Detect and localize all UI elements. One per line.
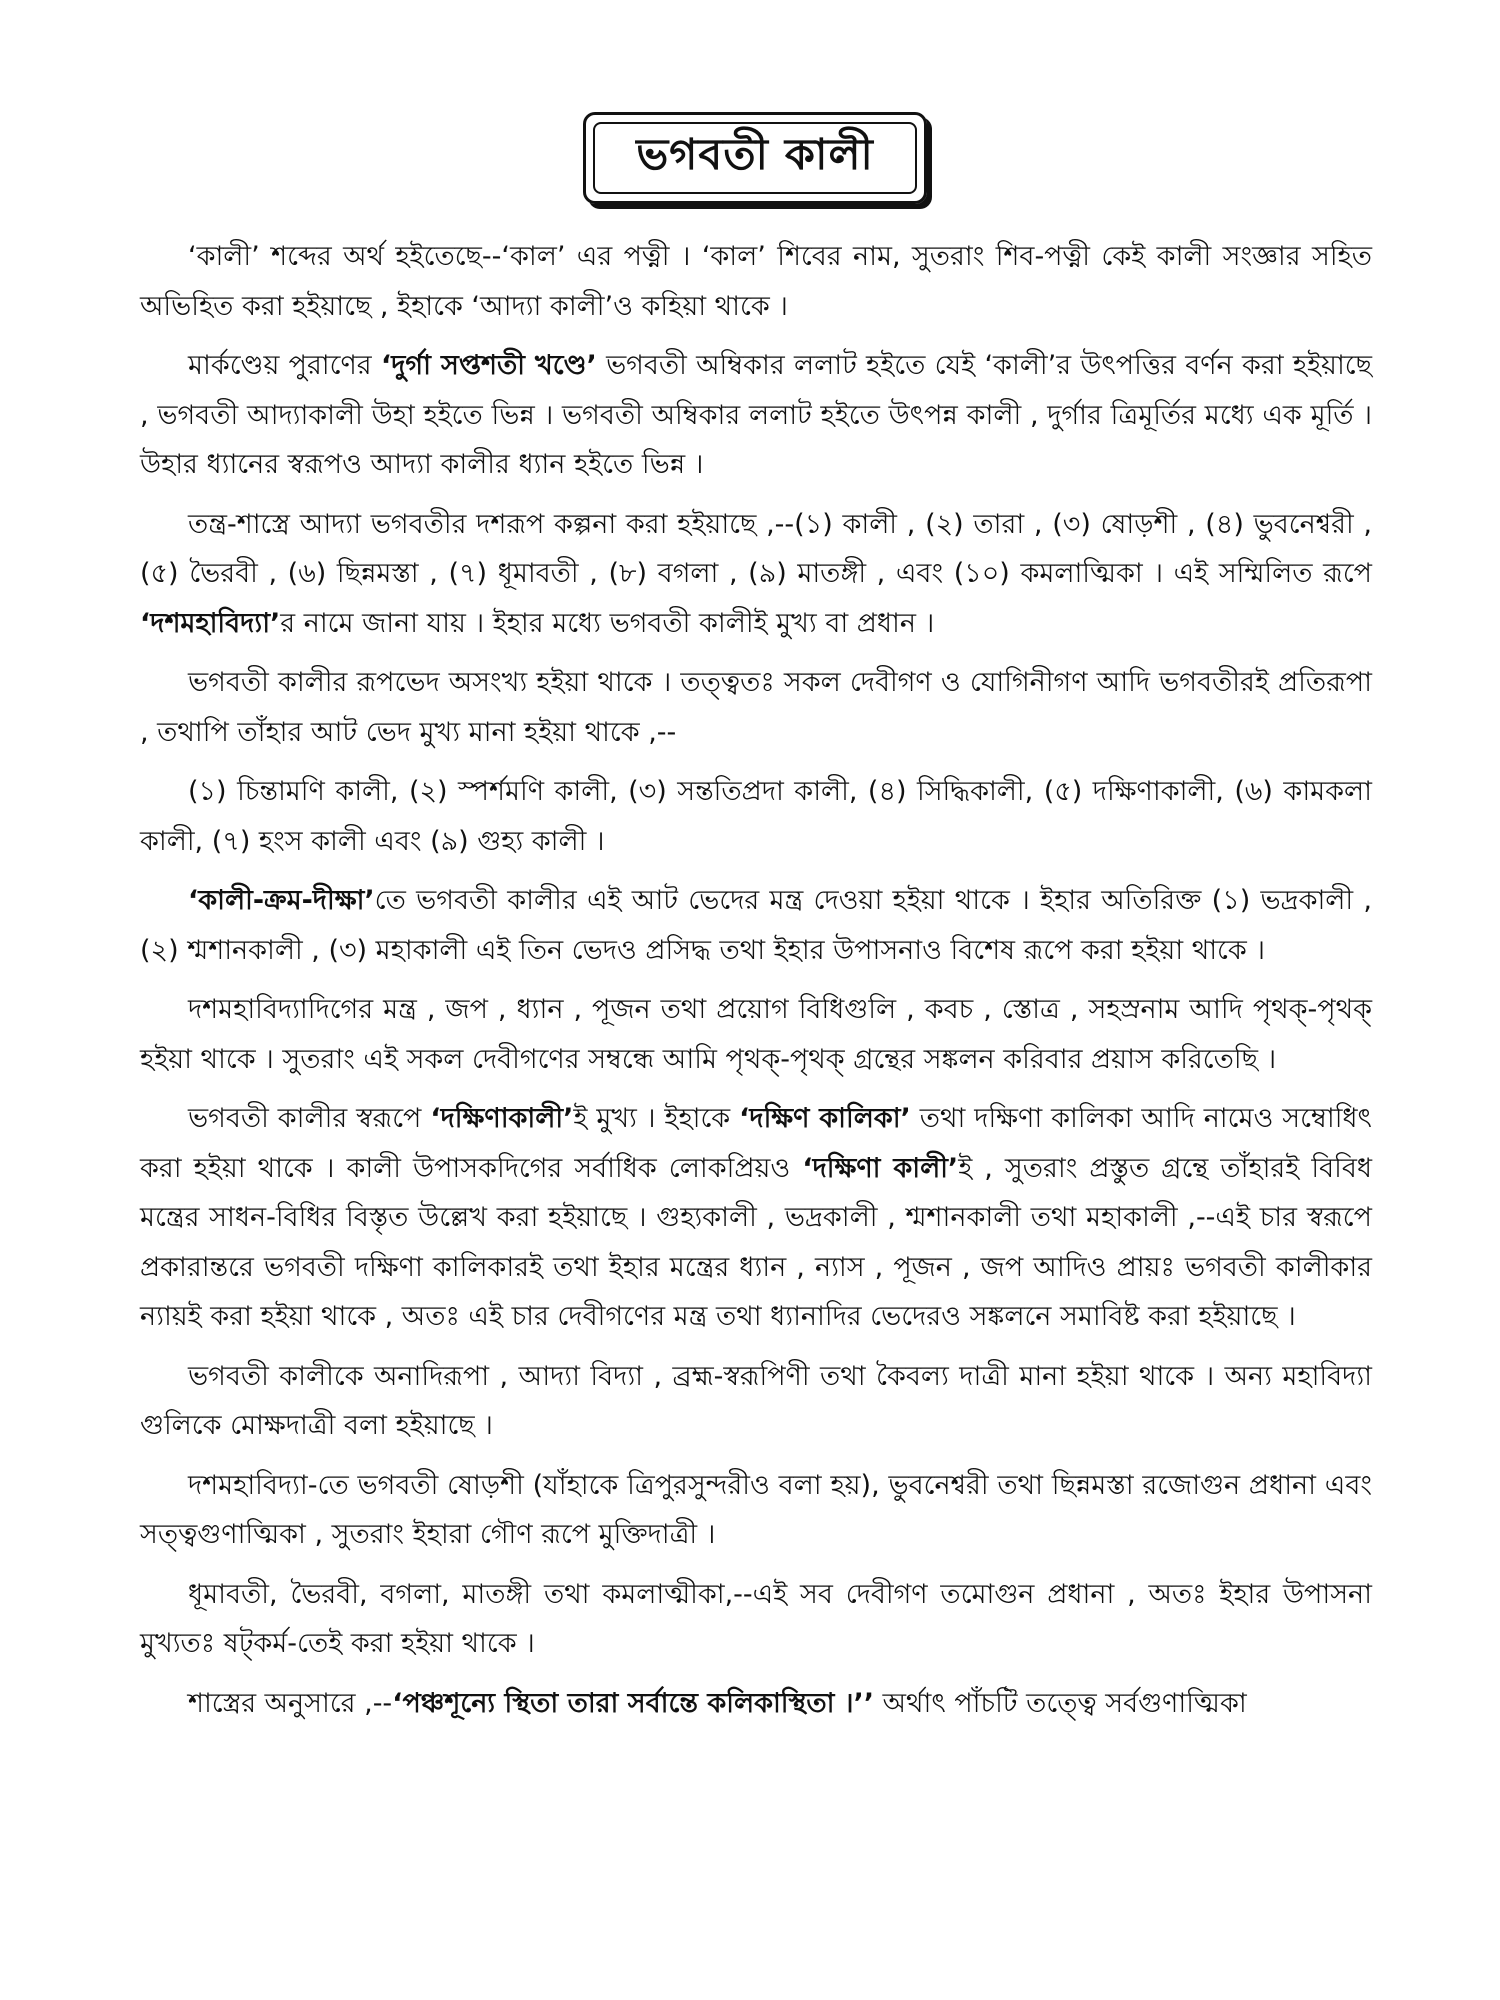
body-text: [140, 232, 1372, 1728]
paragraph: [140, 1352, 1372, 1451]
emphasis-text: ‘দশমহাবিদ্যা’: [140, 607, 281, 639]
text-run: শাস্ত্রের অনুসারে ,--: [188, 1687, 393, 1719]
text-run: ধূমাবতী, ভৈরবী, বগলা, মাতঙ্গী তথা কমলাত্মীকা,--এই সব দেবীগণ তমোগুন প্রধানা , অতঃ ইহার উপাসনা মুখ্যতঃ ষট্কর্ম-তেই করা হইয়া থাকে ।: [140, 1578, 1372, 1659]
emphasis-text: ‘পঞ্চশূন্যে স্থিতা তারা সর্বান্তে কলিকাস্থিতা ।’’: [392, 1687, 875, 1719]
emphasis-text: ‘দুর্গা সপ্তশতী খণ্ডে’: [380, 350, 597, 381]
paragraph: [140, 1461, 1372, 1560]
text-run: অর্থাৎ পাঁচটি তত্ত্বে সর্বগুণাত্মিকা: [874, 1687, 1247, 1719]
emphasis-text: ‘দক্ষিণা কালী’: [802, 1152, 959, 1184]
emphasis-text: ‘কালী-ক্রম-দীক্ষা’: [188, 885, 375, 916]
text-run: তে ভগবতী কালীর এই আট ভেদের মন্ত্র দেওয়া হইয়া থাকে । ইহার অতিরিক্ত (১) ভদ্রকালী , (২) শ্মশানকালী , (৩) মহাকালী এই তিন ভেদও প্রসিদ্ধ তথা ইহার উপাসনাও বিশেষ রূপে করা হইয়া থাকে ।: [140, 885, 1372, 966]
paragraph: [140, 767, 1372, 866]
paragraph: [140, 1679, 1372, 1729]
paragraph: [140, 500, 1372, 649]
text-run: ই মুখ্য । ইহাকে: [573, 1103, 740, 1134]
emphasis-text: ‘দক্ষিণাকালী’: [430, 1103, 574, 1134]
text-run: (১) চিন্তামণি কালী, (২) স্পর্শমণি কালী, (৩) সন্ততিপ্রদা কালী, (৪) সিদ্ধিকালী, (৫) দক্ষিণাকালী, (৬) কামকলা কালী, (৭) হংস কালী এবং (৯) গুহ্য কালী ।: [140, 776, 1372, 857]
paragraph: [140, 341, 1372, 490]
page-title: ভগবতী কালী: [636, 129, 874, 180]
emphasis-text: ‘দক্ষিণ কালিকা’: [739, 1103, 911, 1134]
paragraph: [140, 985, 1372, 1084]
paragraph: [140, 232, 1372, 331]
paragraph: [140, 1570, 1372, 1669]
text-run: তন্ত্র-শাস্ত্রে আদ্যা ভগবতীর দশরূপ কল্পনা করা হইয়াছে ,--(১) কালী , (২) তারা , (৩) ষোড়শী , (৪) ভুবনেশ্বরী , (৫) ভৈরবী , (৬) ছিন্নমস্তা , (৭) ধূমাবতী , (৮) বগলা , (৯) মাতঙ্গী , এবং (১০) কমলাত্মিকা । এই সম্মিলিত রূপে: [140, 508, 1372, 589]
paragraph: [140, 876, 1372, 975]
text-run: ভগবতী কালীর স্বরূপে: [188, 1103, 431, 1134]
text-run: ই , সুতরাং প্রস্তুত গ্রন্থে তাঁহারই বিবিধ মন্ত্রের সাধন-বিধির বিস্তৃত উল্লেখ করা হইয়াছে । গুহ্যকালী , ভদ্রকালী , শ্মশানকালী তথা মহাকালী ,--এই চার স্বরূপে প্রকারান্তরে ভগবতী দক্ষিণা কালিকারই তথা ইহার মন্ত্রের ধ্যান , ন্যাস , পূজন , জপ আদিও প্রায়ঃ ভগবতী কালীকার ন্যায়ই করা হইয়া থাকে , অতঃ এই চার দেবীগণের মন্ত্র তথা ধ্যানাদির ভেদেরও সঙ্কলনে সমাবিষ্ট করা হইয়াছে ।: [140, 1152, 1372, 1332]
text-run: ‘কালী’ শব্দের অর্থ হইতেছে--‘কাল’ এর পত্নী । ‘কাল’ শিবের নাম, সুতরাং শিব-পত্নী কেই কালী সংজ্ঞার সহিত অভিহিত করা হইয়াছে , ইহাকে ‘আদ্যা কালী’ও কহিয়া থাকে ।: [140, 241, 1372, 322]
text-run: ভগবতী কালীকে অনাদিরূপা , আদ্যা বিদ্যা , ব্রহ্ম-স্বরূপিণী তথা কৈবল্য দাত্রী মানা হইয়া থাকে । অন্য মহাবিদ্যা গুলিকে মোক্ষদাত্রী বলা হইয়াছে ।: [140, 1360, 1372, 1441]
text-run: দশমহাবিদ্যা-তে ভগবতী ষোড়শী (যাঁহাকে ত্রিপুরসুন্দরীও বলা হয়), ভুবনেশ্বরী তথা ছিন্নমস্তা রজোগুন প্রধানা এবং সত্ত্বগুণাত্মিকা , সুতরাং ইহারা গৌণ রূপে মুক্তিদাত্রী ।: [140, 1469, 1372, 1550]
text-run: ভগবতী অম্বিকার ললাট হইতে যেই ‘কালী’র উৎপত্তির বর্ণন করা হইয়াছে , ভগবতী আদ্যাকালী উহা হইতে ভিন্ন । ভগবতী অম্বিকার ললাট হইতে উৎপন্ন কালী , দুর্গার ত্রিমূর্তির মধ্যে এক মূর্তি । উহার ধ্যানের স্বরূপও আদ্যা কালীর ধ্যান হইতে ভিন্ন ।: [140, 350, 1373, 480]
paragraph: [140, 1094, 1372, 1342]
text-run: দশমহাবিদ্যাদিগের মন্ত্র , জপ , ধ্যান , পূজন তথা প্রয়োগ বিধিগুলি , কবচ , স্তোত্র , সহস্রনাম আদি পৃথক্-পৃথক্ হইয়া থাকে । সুতরাং এই সকল দেবীগণের সম্বন্ধে আমি পৃথক্-পৃথক্ গ্রন্থের সঙ্কলন করিবার প্রয়াস করিতেছি ।: [140, 994, 1372, 1075]
page-title-box: [583, 112, 927, 204]
text-run: ভগবতী কালীর রূপভেদ অসংখ্য হইয়া থাকে । তত্ত্বতঃ সকল দেবীগণ ও যোগিনীগণ আদি ভগবতীরই প্রতিরূপা , তথাপি তাঁহার আট ভেদ মুখ্য মানা হইয়া থাকে ,--: [140, 667, 1372, 748]
paragraph: [140, 658, 1372, 757]
text-run: মার্কণ্ডেয় পুরাণের: [188, 350, 381, 381]
text-run: র নামে জানা যায় । ইহার মধ্যে ভগবতী কালীই মুখ্য বা প্রধান ।: [280, 607, 935, 639]
text-run: তথা দক্ষিণা কালিকা আদি নামেও সম্বোধিৎ করা হইয়া থাকে । কালী উপাসকদিগের সর্বাধিক লোকপ্রিয়ও: [140, 1103, 1372, 1184]
